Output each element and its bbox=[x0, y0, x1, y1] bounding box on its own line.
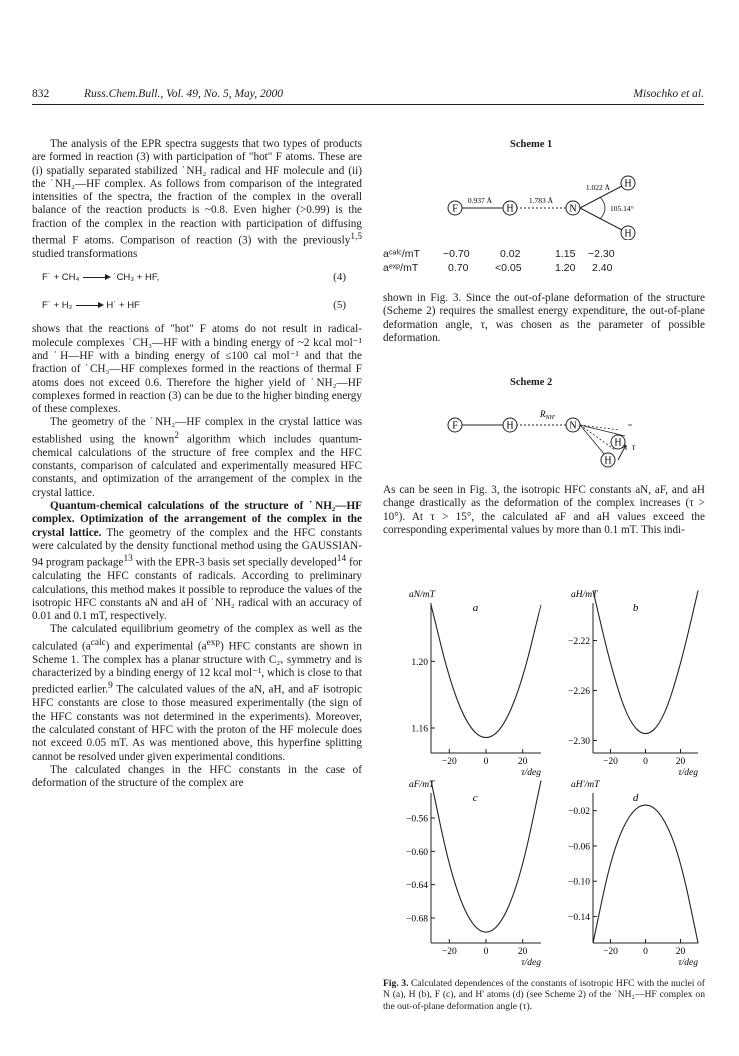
chart-panel-b bbox=[568, 590, 698, 778]
chart-panel-a bbox=[409, 590, 541, 778]
svg-text:H: H bbox=[614, 437, 622, 449]
paragraph-geometry: The geometry of the ˙NH₂—HF complex in the crystal lattice was established using the known$^2$ algorithm which includes quantum-chemical calculations of the structure of free complex and the HFC constants, comparison of calculated and experimentally measured HFC constants, and optimization of the arrangement of the complex in the crystal lattice. bbox=[32, 416, 363, 499]
figure-3 bbox=[383, 585, 705, 975]
angle-tau-label: τ bbox=[632, 442, 636, 452]
panel-letter: d bbox=[632, 792, 639, 804]
y-tick-label: −0.64 bbox=[406, 881, 428, 892]
atom-h-upper bbox=[621, 176, 635, 190]
bond-length-fh: 0.937 Å bbox=[467, 196, 493, 205]
x-axis-label: τ/deg bbox=[678, 768, 698, 778]
x-tick-label: −20 bbox=[603, 757, 618, 767]
series-line bbox=[593, 805, 698, 943]
journal-citation: Russ.Chem.Bull., Vol. 49, No. 5, May, 2000 bbox=[84, 88, 284, 100]
y-tick-label: −2.30 bbox=[568, 737, 590, 747]
y-tick-label: −0.56 bbox=[406, 814, 428, 825]
atom-f bbox=[448, 201, 462, 215]
scheme-1-title: Scheme 1 bbox=[510, 139, 553, 150]
series-line bbox=[431, 605, 541, 738]
x-tick-label: 20 bbox=[517, 757, 528, 767]
y-tick-label: −0.14 bbox=[568, 913, 590, 924]
atom-h-upper bbox=[611, 435, 625, 449]
atom-n bbox=[566, 201, 580, 215]
svg-text:H: H bbox=[604, 455, 612, 467]
panel-letter: a bbox=[472, 602, 479, 614]
y-axis-label: aH/mT bbox=[571, 590, 598, 600]
atom-h-hf bbox=[503, 201, 517, 215]
bond-angle: 105.14° bbox=[610, 204, 634, 213]
x-tick-label: −20 bbox=[441, 757, 457, 767]
y-tick-label: 1.16 bbox=[411, 724, 428, 735]
reaction-arrow-icon bbox=[83, 277, 109, 278]
atom-n bbox=[566, 418, 580, 432]
chart-panel-d bbox=[568, 780, 698, 968]
equation-4: F˙ + CH₄ ˙CH₃ + HF, (4) bbox=[42, 271, 346, 284]
distance-label: $R_{NH'}$ bbox=[540, 409, 556, 421]
x-tick-label: −20 bbox=[603, 947, 618, 957]
y-axis-label: aH'/mT bbox=[571, 780, 600, 790]
scheme-2-diagram bbox=[440, 400, 690, 475]
x-axis-label: τ/deg bbox=[521, 958, 541, 968]
running-header bbox=[32, 88, 704, 105]
y-tick-label: −2.26 bbox=[568, 687, 590, 697]
x-tick-label: 20 bbox=[675, 947, 686, 957]
y-axis-label: aF/mT bbox=[409, 780, 435, 790]
y-tick-label: −2.22 bbox=[568, 637, 590, 647]
bond-length-nh: 1.022 Å bbox=[585, 183, 611, 192]
paragraph-right-2: As can be seen in Fig. 3, the isotropic HFC constants aN, aF, and aH change drastically as the deformation of the complex increases (τ > 10°). At τ > 15°, the calculated aF and aH values exceed the corresponding experimental values by more than 0.1 mT. This indi- bbox=[383, 484, 705, 536]
hfc-exp-row: aᵉˣᵖ/mT 0.70 <0.05 1.20 2.40 bbox=[383, 262, 613, 274]
paragraph-hot-atoms: shows that the reactions of "hot" F atoms do not result in radical-molecule complexes ˙CH₃—HF with a binding energy of ~2 kcal mol⁻¹ and ˙H—HF with a binding energy of ≤100 cal mol⁻¹ and that the fraction of ˙CH₃—HF complexes formed in the reactions of thermal F atoms does not exceed 0.6. Therefore the higher yield of ˙NH₂—HF complexes formed in reaction (3) can be due to the higher binding energy of these complexes. bbox=[32, 323, 362, 416]
x-tick-label: 0 bbox=[643, 757, 648, 767]
paragraph-deformation: The calculated changes in the HFC constants in the case of deformation of the structure of the complex are bbox=[32, 763, 362, 790]
svg-text:F: F bbox=[452, 203, 458, 215]
paragraph-epr-analysis: The analysis of the EPR spectra suggests that two types of products are formed in reaction (3) with participation of "hot" F atoms. These are (i) spatially separated stabilized ˙NH₂ radical and HF molecule and (ii) the ˙NH₂—HF complex. As follows from comparison of the integrated intensities of the spectra, the fraction of the complex in the overall balance of the reaction products is ~0.8. Even higher (>0.99) is the fraction of the complex in the reaction with participation of diffusing thermal F atoms. Comparison of reaction (3) with the previously$^{1,5}$ studied transformations bbox=[32, 138, 362, 261]
paragraph-quantum-chem: Quantum-chemical calculations of the structure of ˙NH₂—HF complex. Optimization of the arrangement of the complex in the crystal lattice. The geometry of the complex and the HFC constants were calculated by the density functional method using the GAUSSIAN-94 program package$^{13}$ with the EPR-3 basis set specially developed$^{14}$ for calculating the HFC constants of radicals. According to preliminary calculations, this method makes it possible to reproduce the values of the isotropic HFC constants aN and aH of ˙NH₂ radical with an accuracy of 0.01 and 0.1 mT, respectively. bbox=[32, 500, 363, 623]
y-tick-label: −0.60 bbox=[406, 847, 428, 858]
svg-text:H: H bbox=[624, 178, 632, 190]
atom-h-lower bbox=[621, 226, 635, 240]
scheme-1-diagram bbox=[440, 170, 690, 240]
atom-h-hf bbox=[503, 418, 517, 432]
y-axis-label: aN/mT bbox=[409, 590, 435, 600]
reaction-arrow-icon bbox=[76, 305, 102, 306]
y-tick-label: −0.02 bbox=[568, 807, 590, 818]
page-number: 832 bbox=[32, 88, 50, 100]
x-tick-label: 20 bbox=[517, 947, 528, 957]
scheme-2-title: Scheme 2 bbox=[510, 377, 553, 388]
y-tick-label: −0.06 bbox=[568, 842, 590, 853]
y-tick-label: −0.68 bbox=[406, 914, 428, 925]
paragraph-equilibrium: The calculated equilibrium geometry of the complex as well as the calculated $(a^{calc})$ and experimental $(a^{exp})$ HFC constants are shown in Scheme 1. The complex has a planar structure with C₂ᵥ symmetry and is characterized by a binding energy of 12 kcal mol⁻¹, which is close to that predicted earlier.$^9$ The calculated values of the aN, aH, and aF isotropic HFC constants are close to those measured experimentally (the sign of the HFC constants was not determined in the experiments). Moreover, the calculated constant of HFC with the proton of the HF molecule does not exceed 0.05 mT. As was mentioned above, this hyperfine splitting cannot be resolved under given experimental conditions. bbox=[32, 623, 363, 763]
series-line bbox=[431, 781, 541, 933]
bond-length-hn: 1.783 Å bbox=[528, 196, 554, 205]
x-tick-label: 0 bbox=[483, 757, 489, 767]
svg-text:H: H bbox=[624, 228, 632, 240]
svg-text:N: N bbox=[569, 420, 577, 432]
x-axis-label: τ/deg bbox=[521, 768, 541, 778]
hfc-calc-row: aᶜᵃˡᶜ/mT −0.70 0.02 1.15 −2.30 bbox=[383, 248, 615, 260]
x-axis-label: τ/deg bbox=[678, 958, 698, 968]
x-tick-label: 0 bbox=[643, 947, 648, 957]
svg-text:H: H bbox=[506, 203, 514, 215]
svg-text:F: F bbox=[452, 420, 458, 432]
y-tick-label: 1.20 bbox=[411, 657, 428, 668]
svg-text:H: H bbox=[506, 420, 514, 432]
x-tick-label: 0 bbox=[483, 947, 489, 957]
series-line bbox=[593, 591, 698, 734]
panel-letter: c bbox=[472, 792, 478, 804]
svg-text:N: N bbox=[569, 203, 577, 215]
y-tick-label: −0.10 bbox=[568, 877, 590, 888]
x-tick-label: −20 bbox=[441, 947, 457, 957]
paragraph-right-1: shown in Fig. 3. Since the out-of-plane deformation of the structure (Scheme 2) requires the smallest energy expenditure, the out-of-plane deformation angle, τ, was chosen as the parameter of possible deformation. bbox=[383, 292, 705, 344]
x-tick-label: 20 bbox=[675, 757, 686, 767]
equation-5: F˙ + H₂ H˙ + HF (5) bbox=[42, 299, 346, 312]
atom-f bbox=[448, 418, 462, 432]
atom-h-lower bbox=[601, 453, 615, 467]
figure-3-caption: Fig. 3. Calculated dependences of the constants of isotropic HFC with the nuclei of N (a), H (b), F (c), and H' atoms (d) (see Scheme 2) of the ˙NH₂—HF complex on the out-of-plane deformation angle (τ). bbox=[383, 978, 705, 1012]
panel-letter: b bbox=[632, 602, 639, 614]
left-column bbox=[32, 138, 362, 790]
chart-panel-c bbox=[406, 780, 541, 968]
running-authors: Misochko et al. bbox=[633, 88, 704, 100]
